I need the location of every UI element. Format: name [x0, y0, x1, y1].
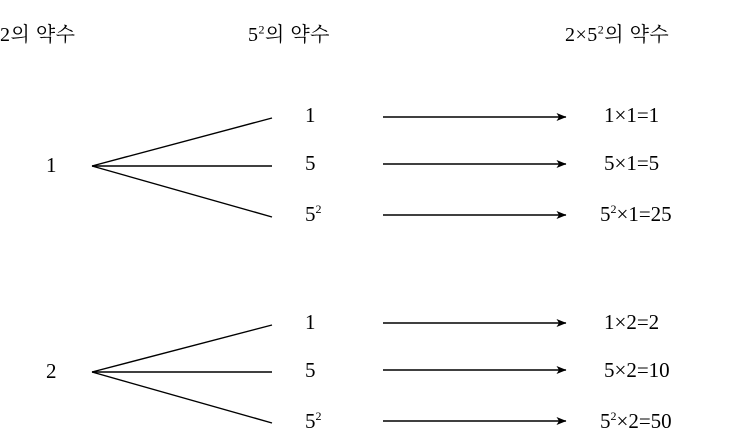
result-node-1-3: [600, 202, 672, 227]
divisor-node-1-1: 1: [305, 103, 316, 127]
divisor-node-1-3-exponent: 2: [315, 202, 322, 216]
divisor-node-2-3-base: 5: [305, 409, 316, 433]
result-node-2-3: [600, 409, 672, 434]
result-node-1-1: 1×1=1: [604, 103, 660, 127]
result-node-2-2: 5×2=10: [604, 358, 670, 382]
column-header-left: 2의 약수: [0, 24, 76, 46]
branch-group-2: [92, 325, 272, 423]
branch-group-1: [92, 118, 272, 217]
divisor-node-1-3-base: 5: [305, 202, 316, 226]
column-header-middle: [248, 18, 330, 47]
result-node-1-3-tail: ×1=25: [616, 202, 672, 226]
header-right-text: $2\times 5^2$의 약수: [565, 22, 670, 46]
result-node-1-3-exponent: 2: [610, 202, 617, 216]
header-middle-text: $5^2$의 약수: [248, 22, 330, 46]
root-node-2: 2: [46, 359, 57, 383]
column-header-right: [565, 18, 669, 47]
result-node-2-1: 1×2=2: [604, 310, 660, 334]
result-node-2-3-tail: ×2=50: [616, 409, 672, 433]
divisor-node-2-1: 1: [305, 310, 316, 334]
divisor-node-2-2: 5: [305, 358, 316, 382]
divisor-node-1-2: 5: [305, 151, 316, 175]
result-node-1-3-lead: 5: [600, 202, 611, 226]
divisor-node-2-3-exponent: 2: [315, 409, 322, 423]
result-node-1-2: 5×1=5: [604, 151, 660, 175]
result-node-2-3-exponent: 2: [610, 409, 617, 423]
arrow-group-2: [383, 323, 566, 421]
result-node-2-3-lead: 5: [600, 409, 611, 433]
arrow-group-1: [383, 117, 566, 215]
root-node-1: 1: [46, 153, 57, 177]
divisor-node-1-3: [305, 202, 322, 227]
divisor-node-2-3: [305, 409, 322, 434]
